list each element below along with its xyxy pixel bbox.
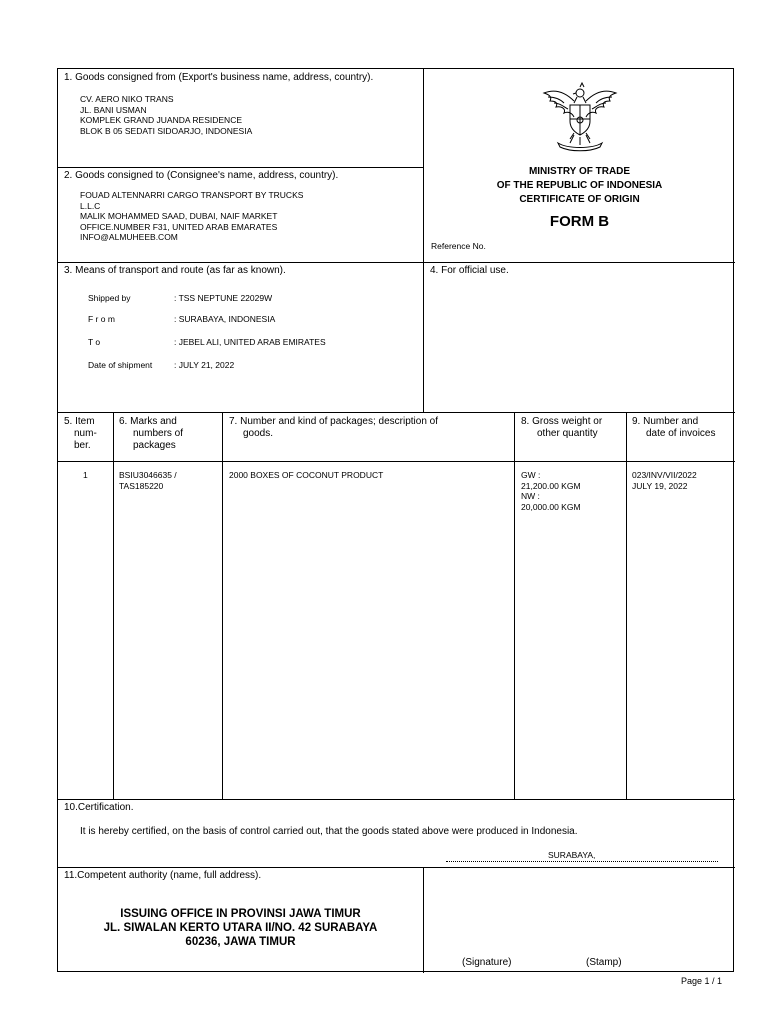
transport-row: [88, 314, 275, 324]
signature-label: (Signature): [462, 957, 512, 968]
box-transport-label: 3. Means of transport and route (as far as known).: [64, 265, 286, 276]
divider: [58, 412, 735, 413]
consignee-line: OFFICE.NUMBER F31, UNITED ARAB EMARATES: [80, 221, 278, 232]
transport-row: [88, 337, 326, 347]
weight-line: NW :: [521, 491, 540, 501]
box-exporter: [64, 72, 419, 136]
box-exporter-label: 1. Goods consigned from (Export's business name, address, country).: [64, 72, 374, 83]
marks-line: TAS185220: [119, 480, 164, 491]
divider: [58, 867, 735, 868]
box-consignee: [64, 170, 419, 243]
header-weight-text: other quantity: [537, 428, 598, 439]
divider: [58, 461, 735, 462]
certificate-header: [424, 69, 735, 262]
divider: [58, 799, 735, 800]
box-official-use-label: 4. For official use.: [430, 265, 509, 276]
header-marks-text: numbers of: [133, 428, 184, 439]
header-item: [64, 416, 97, 452]
authority-line: ISSUING OFFICE IN PROVINSI JAWA TIMUR: [120, 908, 361, 920]
republic-title: OF THE REPUBLIC OF INDONESIA: [496, 180, 663, 191]
consignee-line: MALIK MOHAMMED SAAD, DUBAI, NAIF MARKET: [80, 211, 278, 221]
transport-key: T o: [88, 337, 101, 347]
transport-key: F r o m: [88, 314, 115, 324]
header-description-text: goods.: [243, 428, 274, 439]
box-consignee-label: 2. Goods consigned to (Consignee's name, address, country).: [64, 170, 339, 181]
weight-line: 21,200.00 KGM: [521, 480, 581, 491]
header-weight: [521, 416, 602, 440]
ministry-title: MINISTRY OF TRADE: [528, 166, 631, 177]
weight-cell: [521, 470, 581, 512]
certification-place: SURABAYA,: [548, 850, 596, 860]
transport-value: : JULY 21, 2022: [174, 360, 235, 370]
invoice-line: JULY 19, 2022: [632, 480, 688, 491]
stamp-label: (Stamp): [586, 957, 622, 968]
page-number: Page 1 / 1: [680, 976, 722, 986]
exporter-line: BLOK B 05 SEDATI SIDOARJO, INDONESIA: [80, 125, 253, 136]
header-marks-text: packages: [133, 440, 176, 451]
header-description: [229, 416, 438, 440]
exporter-line: KOMPLEK GRAND JUANDA RESIDENCE: [80, 115, 243, 125]
box-transport: [58, 262, 423, 412]
divider: [423, 867, 424, 973]
weight-line: GW :: [521, 470, 541, 480]
consignee-line: INFO@ALMUHEEB.COM: [80, 232, 178, 242]
certification-text: It is hereby certified, on the basis of control carried out, that the goods stated above were produced in Indonesia.: [80, 826, 578, 837]
form-type: FORM B: [549, 213, 610, 230]
certificate-form: [57, 68, 734, 972]
transport-key: Date of shipment: [88, 360, 153, 370]
consignee-line: FOUAD ALTENNARRI CARGO TRANSPORT BY TRUCKS: [80, 190, 304, 200]
box-certification-label: 10.Certification.: [64, 802, 134, 813]
header-marks: [119, 416, 183, 452]
divider: [113, 412, 114, 799]
invoice-cell: [632, 470, 697, 491]
reference-label: Reference No.: [431, 241, 486, 251]
header-item-text: ber.: [74, 440, 91, 451]
divider: [222, 412, 223, 799]
header-description-text: 7. Number and kind of packages; description of: [229, 416, 439, 427]
weight-line: 20,000.00 KGM: [521, 501, 581, 512]
invoice-line: 023/INV/VII/2022: [632, 470, 697, 480]
divider: [58, 167, 424, 168]
header-invoice-text: 9. Number and: [632, 416, 699, 427]
item-number: 1: [83, 470, 88, 480]
divider: [514, 412, 515, 799]
transport-key: Shipped by: [88, 293, 131, 303]
transport-value: : JEBEL ALI, UNITED ARAB EMIRATES: [174, 337, 326, 347]
authority-line: JL. SIWALAN KERTO UTARA II/NO. 42 SURABAYA: [103, 922, 378, 934]
header-weight-text: 8. Gross weight or: [521, 416, 603, 427]
consignee-line: L.L.C: [80, 200, 101, 211]
certificate-title: CERTIFICATE OF ORIGIN: [519, 194, 640, 205]
transport-row: [88, 293, 272, 303]
marks-line: BSIU3046635 /: [119, 470, 177, 480]
header-item-text: 5. Item: [64, 416, 95, 427]
header-invoice: [632, 416, 716, 440]
header-marks-text: 6. Marks and: [119, 416, 177, 427]
authority-line: 60236, JAWA TIMUR: [185, 936, 296, 948]
description-cell: 2000 BOXES OF COCONUT PRODUCT: [229, 470, 384, 480]
transport-row: [88, 360, 234, 370]
divider: [626, 412, 627, 799]
signature-line: [446, 861, 718, 862]
marks-cell: [119, 470, 177, 491]
header-invoice-text: date of invoices: [646, 428, 716, 439]
garuda-emblem-icon: [540, 81, 620, 153]
authority-address: [58, 907, 423, 949]
exporter-line: JL. BANI USMAN: [80, 104, 147, 115]
transport-value: : SURABAYA, INDONESIA: [174, 314, 276, 324]
transport-value: : TSS NEPTUNE 22029W: [174, 293, 273, 303]
header-item-text: num-: [74, 428, 97, 439]
exporter-line: CV. AERO NIKO TRANS: [80, 94, 174, 104]
box-authority-label: 11.Competent authority (name, full address).: [64, 870, 262, 881]
